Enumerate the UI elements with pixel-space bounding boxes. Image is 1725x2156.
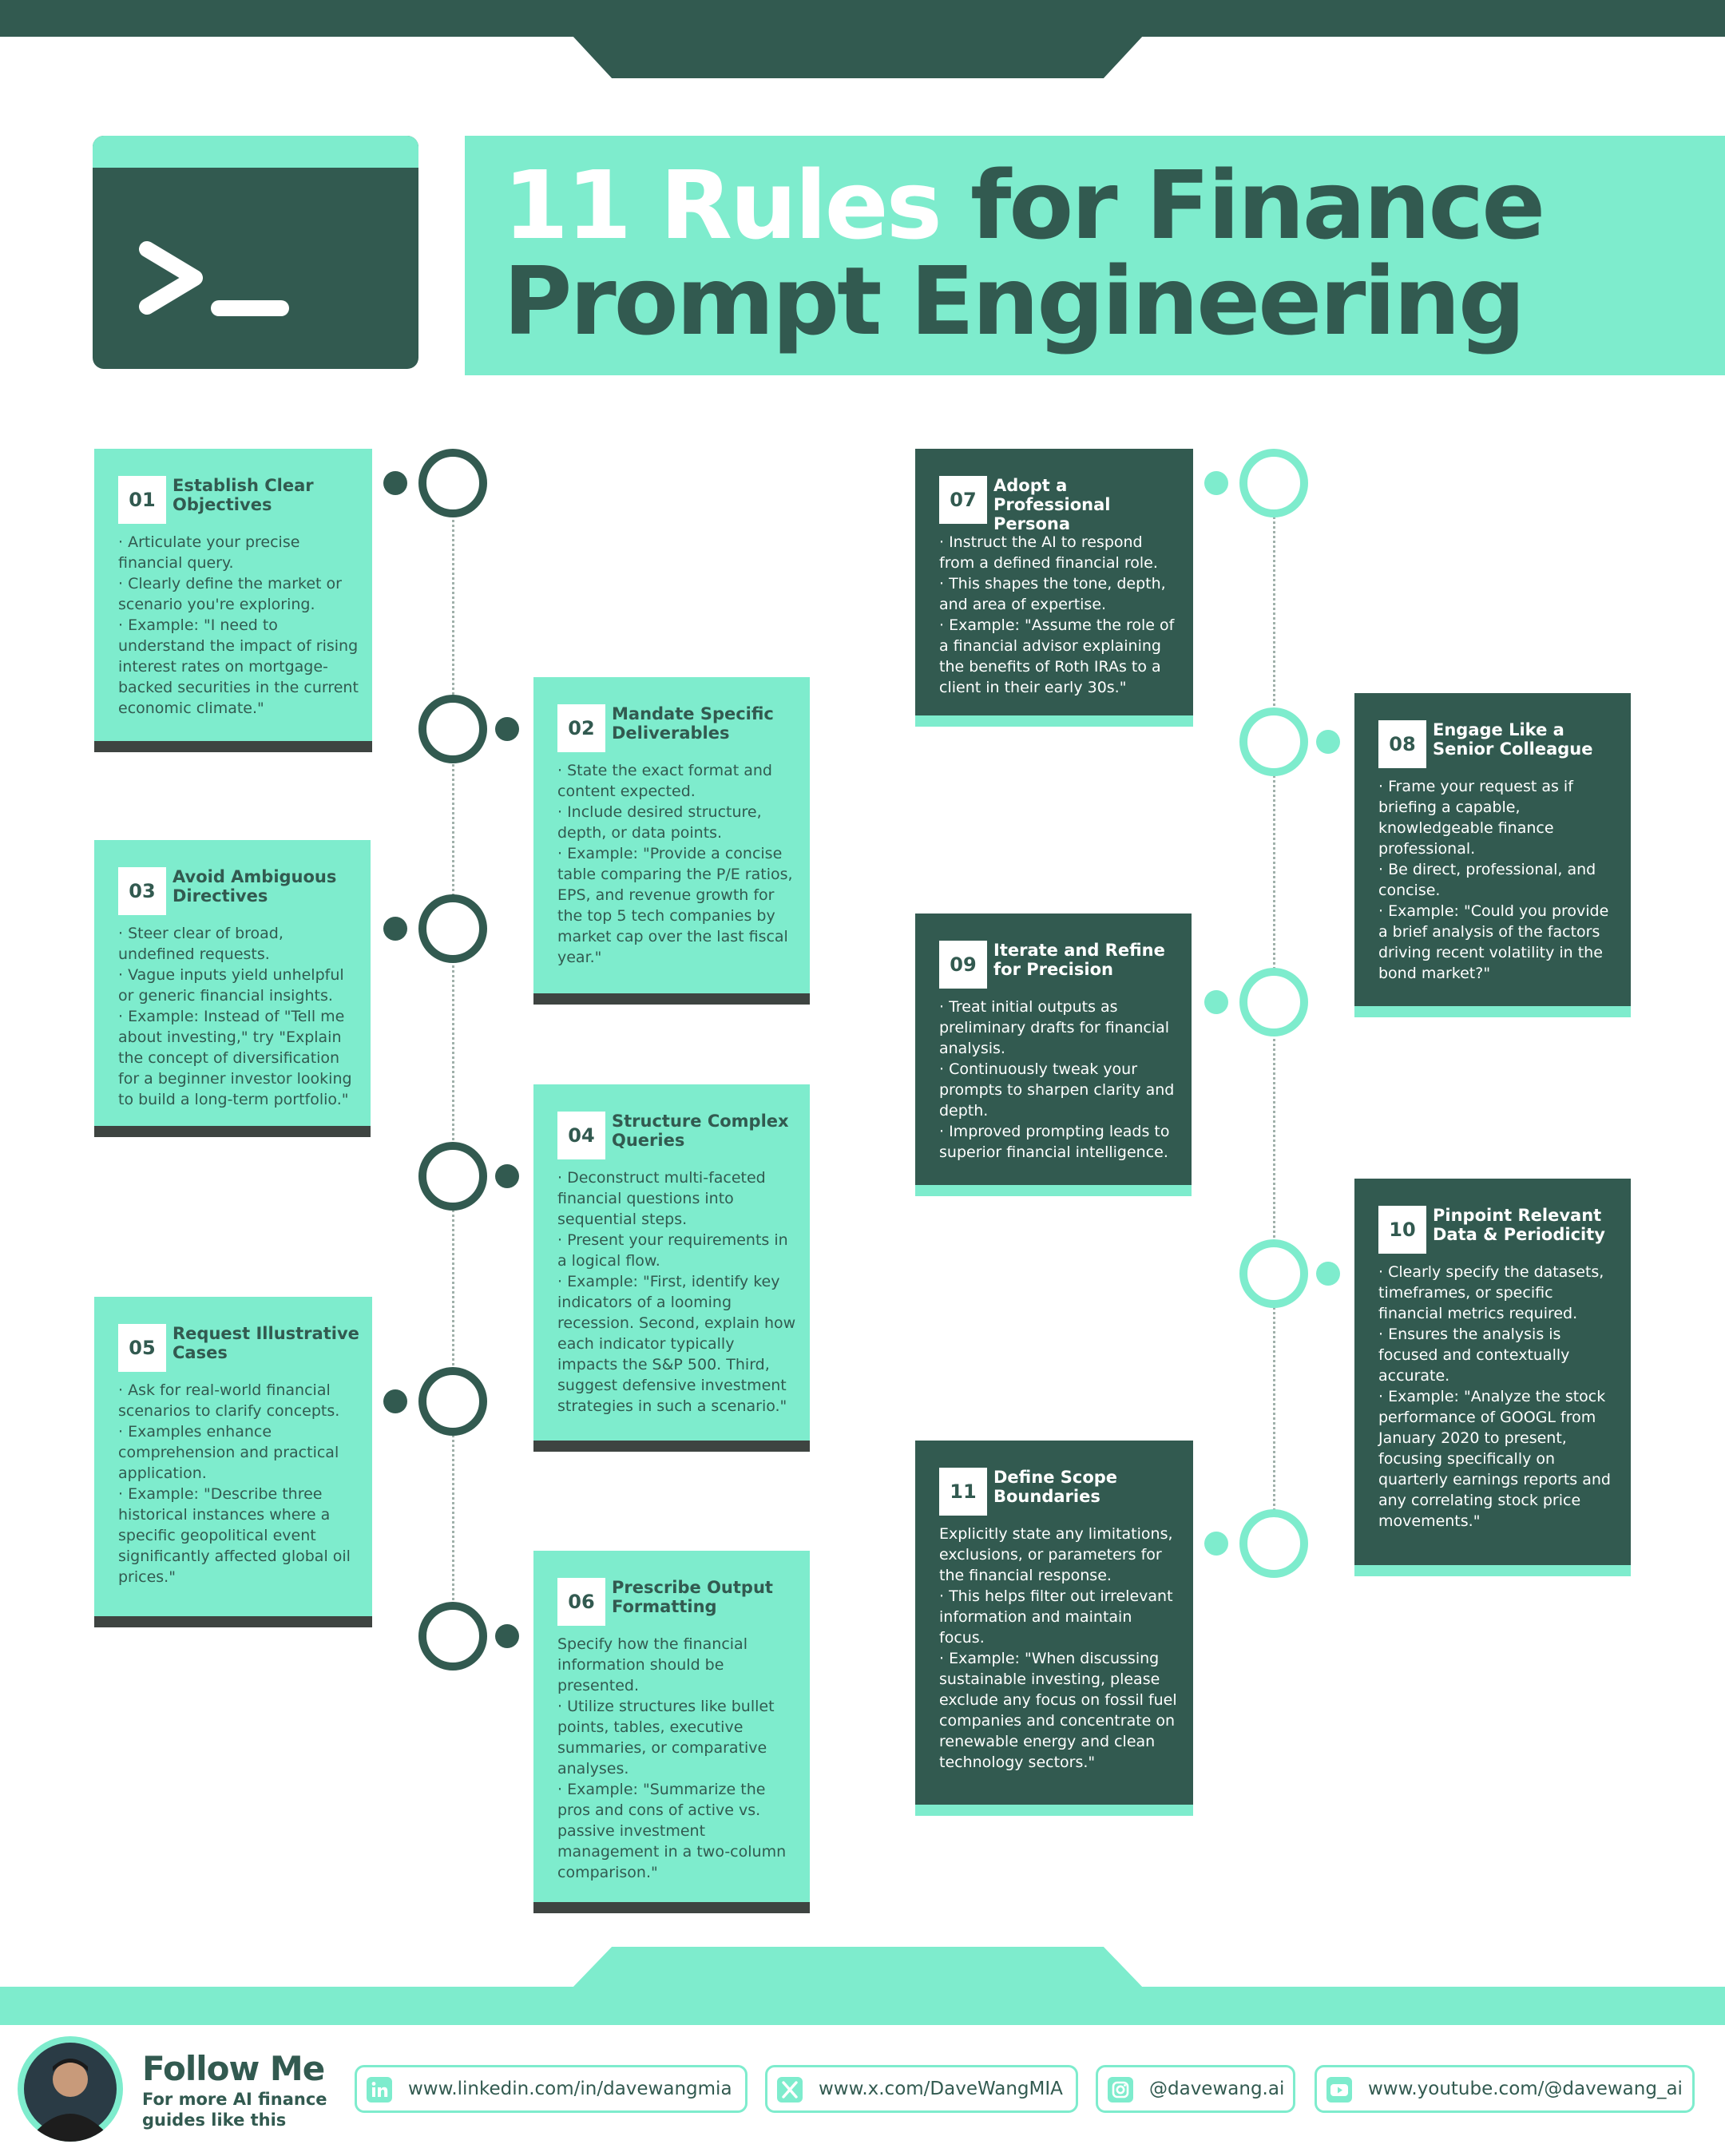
rule-title: Define Scope Boundaries xyxy=(993,1468,1118,1506)
timeline-node-05 xyxy=(418,1367,487,1436)
follow-subtitle: For more AI finance guides like this xyxy=(142,2090,327,2130)
follow-title: Follow Me xyxy=(142,2049,325,2088)
timeline-connector xyxy=(495,1164,519,1188)
rule-card-03 xyxy=(94,840,371,1137)
top-band xyxy=(0,0,1725,37)
rule-card-08 xyxy=(1354,693,1631,1017)
youtube-link[interactable] xyxy=(1315,2065,1695,2113)
youtube-icon xyxy=(1326,2077,1352,2102)
timeline-connector xyxy=(1204,1532,1228,1556)
rule-body: · State the exact format and content expected. · Include desired structure, depth, or data points. · Example: "Provide a concise table comparing the P/E ratios, EPS, and revenue growth for the top 5 tech companies by market cap over the last fiscal year." xyxy=(557,762,793,966)
timeline-connector xyxy=(383,471,407,495)
profile-photo xyxy=(18,2036,123,2142)
timeline-left-line xyxy=(452,511,454,1605)
timeline-connector xyxy=(1316,1262,1340,1286)
timeline-connector xyxy=(495,717,519,741)
rule-title: Mandate Specific Deliverables xyxy=(612,704,774,743)
rule-body: · Frame your request as if briefing a capable, knowledgeable finance professional. · Be direct, professional, and concise. · Example: "Could you provide a brief analysis of the factors driving recent volatility in the bond market?" xyxy=(1378,778,1609,982)
rule-title: Adopt a Professional Persona xyxy=(993,476,1111,533)
rule-title: Prescribe Output Formatting xyxy=(612,1578,773,1616)
rule-number: 04 xyxy=(557,1112,605,1159)
timeline-node-10 xyxy=(1239,1239,1308,1308)
prompt-chevron-icon xyxy=(125,192,380,351)
page-title-line-2: Prompt Engineering xyxy=(503,246,1524,356)
rule-body: Specify how the financial information should be presented. · Utilize structures like bullet points, tables, executive summaries, or comparative analyses. · Example: "Summarize the pros and cons of active vs. passive investment management in a two-column comparison." xyxy=(557,1635,787,1881)
timeline-node-02 xyxy=(418,695,487,763)
rule-number: 07 xyxy=(939,476,987,524)
linkedin-icon xyxy=(367,2077,392,2102)
rule-card-09 xyxy=(915,914,1192,1196)
youtube-url: www.youtube.com/@davewang_ai xyxy=(1368,2079,1683,2099)
terminal-prompt-icon xyxy=(93,136,418,369)
rule-card-04 xyxy=(533,1084,810,1452)
timeline-node-01 xyxy=(418,449,487,517)
rule-number: 09 xyxy=(939,941,987,989)
rule-number: 10 xyxy=(1378,1206,1426,1254)
rule-card-07 xyxy=(915,449,1193,727)
title-rest: for Finance xyxy=(970,150,1544,260)
rule-title: Iterate and Refine for Precision xyxy=(993,941,1165,979)
linkedin-url: www.linkedin.com/in/davewangmia xyxy=(408,2079,732,2099)
rule-title: Pinpoint Relevant Data & Periodicity xyxy=(1433,1206,1605,1244)
rule-number: 03 xyxy=(118,867,166,915)
title-banner xyxy=(465,136,1725,375)
timeline-node-09 xyxy=(1239,968,1308,1036)
rule-title: Establish Clear Objectives xyxy=(172,476,314,514)
rule-title: Avoid Ambiguous Directives xyxy=(172,867,337,906)
terminal-title-bar xyxy=(93,136,418,168)
rule-body: · Deconstruct multi-faceted financial questions into sequential steps. · Present your requirements in a logical flow. · Example: "First, identify key indicators of a looming recession. Second, explain how each indicator typically impacts the S&P 500. Third, suggest defensive investment strategies in such a scenario." xyxy=(557,1169,796,1415)
top-tab xyxy=(572,35,1144,78)
timeline-connector xyxy=(1316,730,1340,754)
rule-number: 05 xyxy=(118,1324,166,1372)
x-url: www.x.com/DaveWangMIA xyxy=(819,2079,1063,2099)
timeline-connector xyxy=(495,1624,519,1648)
rule-body: · Instruct the AI to respond from a defined financial role. · This shapes the tone, depth, and area of expertise. · Example: "Assume the role of a financial advisor explaining the benefits of Roth IRAs to a client in their early 30s." xyxy=(939,533,1175,696)
rule-title: Request Illustrative Cases xyxy=(172,1324,359,1362)
timeline-connector xyxy=(383,917,407,941)
instagram-icon xyxy=(1108,2077,1133,2102)
timeline-connector xyxy=(383,1389,407,1413)
timeline-node-08 xyxy=(1239,707,1308,776)
rule-number: 08 xyxy=(1378,720,1426,768)
rule-card-10 xyxy=(1354,1179,1631,1576)
rule-body: · Clearly specify the datasets, timeframes, or specific financial metrics required. · Ensures the analysis is focused and contextually accurate. · Example: "Analyze the stock performance of GOOGL from January 2020 to present, focusing specifically on quarterly earnings reports and any correlating stock price movements." xyxy=(1378,1263,1611,1530)
rule-number: 02 xyxy=(557,704,605,752)
rule-card-05 xyxy=(94,1297,372,1627)
rule-body: · Ask for real-world financial scenarios to clarify concepts. · Examples enhance comprehension and practical application. · Example: "Describe three historical instances where a specific geopolitical event significantly affected global oil prices." xyxy=(118,1381,351,1586)
rule-body: · Steer clear of broad, undefined requests. · Vague inputs yield unhelpful or generic financial insights. · Example: Instead of "Tell me about investing," try "Explain the concept of diversification for a beginner investor looking to build a long-term portfolio." xyxy=(118,925,352,1108)
rule-card-01 xyxy=(94,449,372,752)
rule-card-06 xyxy=(533,1551,810,1913)
rule-body: · Articulate your precise financial query. · Clearly define the market or scenario you're exploring. · Example: "I need to understand the impact of rising interest rates on mortgage-backed securities in the current economic climate." xyxy=(118,533,359,717)
linkedin-link[interactable] xyxy=(355,2065,748,2113)
timeline-node-03 xyxy=(418,894,487,963)
timeline-node-06 xyxy=(418,1602,487,1671)
rule-body: · Treat initial outputs as preliminary drafts for financial analysis. · Continuously tweak your prompts to sharpen clarity and depth. · Improved prompting leads to superior financial intelligence. xyxy=(939,998,1175,1161)
footer-tab xyxy=(572,1947,1144,1988)
rule-body: Explicitly state any limitations, exclusions, or parameters for the financial response. · This helps filter out irrelevant information and maintain focus. · Example: "When discussing sustainable investing, please exclude any focus on fossil fuel companies and concentrate on renewable energy and clean technology sectors." xyxy=(939,1525,1177,1771)
timeline-connector xyxy=(1204,471,1228,495)
footer-band xyxy=(0,1987,1725,2025)
timeline-connector xyxy=(1204,990,1228,1014)
timeline-node-04 xyxy=(418,1142,487,1211)
timeline-node-07 xyxy=(1239,449,1308,517)
page-title-line-1 xyxy=(503,150,1544,260)
rule-card-11 xyxy=(915,1441,1193,1816)
rule-card-02 xyxy=(533,677,810,1005)
rule-number: 01 xyxy=(118,476,166,524)
rule-title: Engage Like a Senior Colleague xyxy=(1433,720,1593,759)
timeline-node-11 xyxy=(1239,1509,1308,1578)
x-icon xyxy=(777,2077,803,2102)
rule-number: 11 xyxy=(939,1468,987,1516)
rule-title: Structure Complex Queries xyxy=(612,1112,789,1150)
x-link[interactable] xyxy=(765,2065,1078,2113)
instagram-handle: @davewang.ai xyxy=(1149,2079,1285,2099)
rule-number: 06 xyxy=(557,1578,605,1626)
instagram-link[interactable] xyxy=(1096,2065,1295,2113)
title-highlight: 11 Rules xyxy=(503,150,940,260)
avatar-silhouette-icon xyxy=(18,2036,123,2142)
